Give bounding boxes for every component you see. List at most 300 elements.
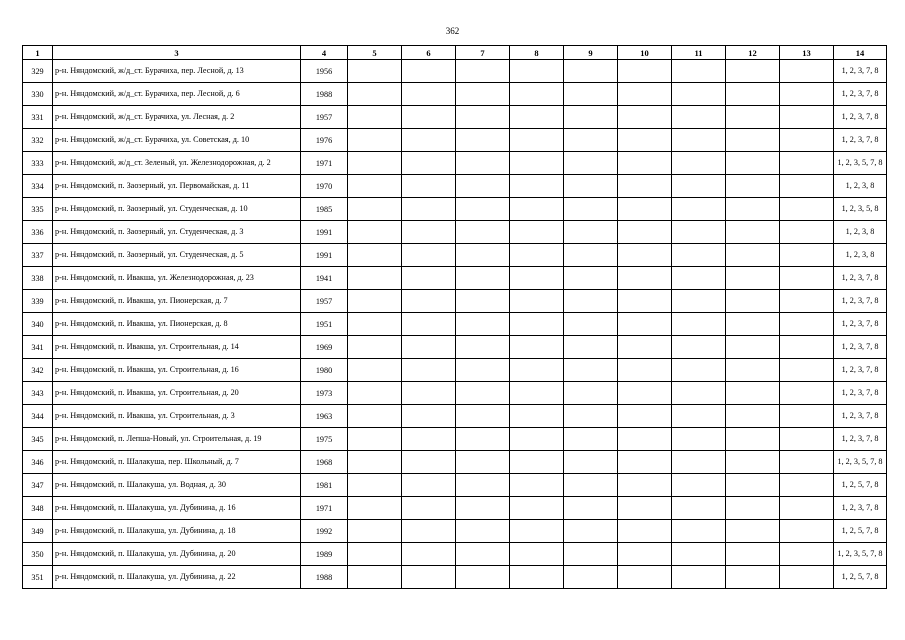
empty-cell [780, 129, 834, 152]
empty-cell [618, 267, 672, 290]
empty-cell [456, 543, 510, 566]
year-cell: 1969 [301, 336, 348, 359]
address-cell: р-н. Няндомский, п. Заозерный, ул. Первомайская, д. 11 [53, 175, 301, 198]
empty-cell [510, 451, 564, 474]
year-cell: 1988 [301, 566, 348, 589]
empty-cell [564, 106, 618, 129]
row-number-cell: 351 [23, 566, 53, 589]
table-row [23, 290, 887, 313]
address-cell: р-н. Няндомский, п. Ивакша, ул. Строительная, д. 20 [53, 382, 301, 405]
empty-cell [402, 106, 456, 129]
empty-cell [456, 152, 510, 175]
row-number-cell: 336 [23, 221, 53, 244]
empty-cell [510, 520, 564, 543]
table-row [23, 359, 887, 382]
codes-cell: 1, 2, 3, 7, 8 [834, 336, 887, 359]
empty-cell [618, 129, 672, 152]
empty-cell [402, 175, 456, 198]
empty-cell [672, 244, 726, 267]
empty-cell [726, 244, 780, 267]
codes-cell: 1, 2, 3, 5, 7, 8 [834, 543, 887, 566]
empty-cell [618, 359, 672, 382]
row-number-cell: 329 [23, 60, 53, 83]
empty-cell [618, 382, 672, 405]
empty-cell [510, 474, 564, 497]
column-header: 8 [510, 46, 564, 60]
row-number-cell: 335 [23, 198, 53, 221]
empty-cell [726, 359, 780, 382]
empty-cell [348, 474, 402, 497]
empty-cell [510, 198, 564, 221]
empty-cell [348, 60, 402, 83]
empty-cell [726, 267, 780, 290]
empty-cell [780, 336, 834, 359]
empty-cell [510, 497, 564, 520]
codes-cell: 1, 2, 3, 5, 7, 8 [834, 451, 887, 474]
table-row [23, 152, 887, 175]
empty-cell [510, 175, 564, 198]
empty-cell [618, 566, 672, 589]
row-number-cell: 338 [23, 267, 53, 290]
empty-cell [510, 382, 564, 405]
year-cell: 1976 [301, 129, 348, 152]
year-cell: 1971 [301, 497, 348, 520]
empty-cell [402, 359, 456, 382]
year-cell: 1971 [301, 152, 348, 175]
column-header: 10 [618, 46, 672, 60]
address-cell: р-н. Няндомский, ж/д_ст. Бурачиха, ул. Советская, д. 10 [53, 129, 301, 152]
empty-cell [726, 313, 780, 336]
empty-cell [564, 543, 618, 566]
column-header: 3 [53, 46, 301, 60]
row-number-cell: 347 [23, 474, 53, 497]
empty-cell [780, 543, 834, 566]
empty-cell [510, 129, 564, 152]
empty-cell [564, 474, 618, 497]
empty-cell [402, 428, 456, 451]
empty-cell [780, 566, 834, 589]
page-number: 362 [445, 26, 460, 36]
empty-cell [564, 198, 618, 221]
row-number-cell: 349 [23, 520, 53, 543]
empty-cell [780, 198, 834, 221]
empty-cell [672, 313, 726, 336]
address-cell: р-н. Няндомский, п. Ивакша, ул. Пионерская, д. 8 [53, 313, 301, 336]
row-number-cell: 344 [23, 405, 53, 428]
table-header-row [23, 46, 887, 60]
address-cell: р-н. Няндомский, п. Лепша-Новый, ул. Строительная, д. 19 [53, 428, 301, 451]
year-cell: 1981 [301, 474, 348, 497]
column-header: 6 [402, 46, 456, 60]
year-cell: 1985 [301, 198, 348, 221]
address-cell: р-н. Няндомский, п. Шалакуша, ул. Дубинина, д. 18 [53, 520, 301, 543]
empty-cell [780, 382, 834, 405]
empty-cell [564, 152, 618, 175]
empty-cell [726, 520, 780, 543]
empty-cell [402, 83, 456, 106]
column-header: 14 [834, 46, 887, 60]
empty-cell [510, 336, 564, 359]
empty-cell [672, 267, 726, 290]
empty-cell [780, 359, 834, 382]
empty-cell [510, 313, 564, 336]
empty-cell [510, 290, 564, 313]
empty-cell [510, 359, 564, 382]
codes-cell: 1, 2, 3, 7, 8 [834, 359, 887, 382]
empty-cell [672, 428, 726, 451]
empty-cell [672, 198, 726, 221]
empty-cell [618, 428, 672, 451]
year-cell: 1957 [301, 290, 348, 313]
address-cell: р-н. Няндомский, п. Ивакша, ул. Железнодорожная, д. 23 [53, 267, 301, 290]
column-header: 12 [726, 46, 780, 60]
empty-cell [726, 405, 780, 428]
empty-cell [402, 520, 456, 543]
empty-cell [564, 451, 618, 474]
empty-cell [456, 221, 510, 244]
empty-cell [618, 152, 672, 175]
table-row [23, 520, 887, 543]
table-row [23, 474, 887, 497]
empty-cell [348, 198, 402, 221]
table-row [23, 543, 887, 566]
year-cell: 1973 [301, 382, 348, 405]
empty-cell [348, 520, 402, 543]
codes-cell: 1, 2, 3, 7, 8 [834, 83, 887, 106]
empty-cell [456, 566, 510, 589]
year-cell: 1991 [301, 244, 348, 267]
empty-cell [726, 497, 780, 520]
address-cell: р-н. Няндомский, п. Ивакша, ул. Пионерская, д. 7 [53, 290, 301, 313]
column-header: 13 [780, 46, 834, 60]
codes-cell: 1, 2, 3, 8 [834, 175, 887, 198]
empty-cell [672, 520, 726, 543]
table-row [23, 175, 887, 198]
empty-cell [348, 382, 402, 405]
column-header: 9 [564, 46, 618, 60]
empty-cell [726, 543, 780, 566]
table-row [23, 566, 887, 589]
empty-cell [780, 474, 834, 497]
codes-cell: 1, 2, 3, 7, 8 [834, 382, 887, 405]
table-row [23, 451, 887, 474]
empty-cell [726, 60, 780, 83]
row-number-cell: 337 [23, 244, 53, 267]
empty-cell [672, 543, 726, 566]
empty-cell [402, 267, 456, 290]
empty-cell [348, 451, 402, 474]
empty-cell [348, 566, 402, 589]
empty-cell [348, 336, 402, 359]
table-row [23, 267, 887, 290]
column-header: 7 [456, 46, 510, 60]
column-header: 5 [348, 46, 402, 60]
empty-cell [672, 382, 726, 405]
empty-cell [456, 474, 510, 497]
empty-cell [726, 221, 780, 244]
codes-cell: 1, 2, 3, 7, 8 [834, 313, 887, 336]
empty-cell [780, 60, 834, 83]
empty-cell [348, 175, 402, 198]
empty-cell [618, 198, 672, 221]
row-number-cell: 330 [23, 83, 53, 106]
empty-cell [510, 428, 564, 451]
empty-cell [510, 221, 564, 244]
empty-cell [456, 313, 510, 336]
row-number-cell: 342 [23, 359, 53, 382]
empty-cell [780, 520, 834, 543]
empty-cell [672, 175, 726, 198]
codes-cell: 1, 2, 5, 7, 8 [834, 566, 887, 589]
address-cell: р-н. Няндомский, п. Шалакуша, ул. Водная, д. 30 [53, 474, 301, 497]
empty-cell [780, 313, 834, 336]
address-cell: р-н. Няндомский, п. Заозерный, ул. Студенческая, д. 3 [53, 221, 301, 244]
empty-cell [456, 60, 510, 83]
empty-cell [348, 221, 402, 244]
empty-cell [456, 520, 510, 543]
year-cell: 1957 [301, 106, 348, 129]
empty-cell [456, 497, 510, 520]
codes-cell: 1, 2, 3, 8 [834, 221, 887, 244]
table-row [23, 313, 887, 336]
codes-cell: 1, 2, 3, 5, 8 [834, 198, 887, 221]
row-number-cell: 345 [23, 428, 53, 451]
year-cell: 1951 [301, 313, 348, 336]
empty-cell [402, 336, 456, 359]
empty-cell [564, 175, 618, 198]
empty-cell [726, 428, 780, 451]
empty-cell [726, 474, 780, 497]
codes-cell: 1, 2, 5, 7, 8 [834, 520, 887, 543]
empty-cell [618, 405, 672, 428]
empty-cell [456, 83, 510, 106]
empty-cell [672, 359, 726, 382]
year-cell: 1975 [301, 428, 348, 451]
empty-cell [564, 313, 618, 336]
year-cell: 1980 [301, 359, 348, 382]
empty-cell [564, 520, 618, 543]
empty-cell [456, 359, 510, 382]
empty-cell [348, 267, 402, 290]
empty-cell [618, 83, 672, 106]
empty-cell [780, 290, 834, 313]
empty-cell [564, 566, 618, 589]
empty-cell [510, 152, 564, 175]
empty-cell [672, 129, 726, 152]
empty-cell [348, 244, 402, 267]
table-row [23, 60, 887, 83]
empty-cell [456, 336, 510, 359]
empty-cell [672, 152, 726, 175]
empty-cell [618, 474, 672, 497]
empty-cell [672, 221, 726, 244]
table-row [23, 497, 887, 520]
address-cell: р-н. Няндомский, ж/д_ст. Бурачиха, пер. Лесной, д. 13 [53, 60, 301, 83]
empty-cell [402, 474, 456, 497]
table-row [23, 106, 887, 129]
empty-cell [402, 497, 456, 520]
empty-cell [456, 129, 510, 152]
year-cell: 1992 [301, 520, 348, 543]
empty-cell [780, 267, 834, 290]
codes-cell: 1, 2, 3, 8 [834, 244, 887, 267]
empty-cell [726, 566, 780, 589]
empty-cell [672, 106, 726, 129]
empty-cell [618, 106, 672, 129]
codes-cell: 1, 2, 3, 7, 8 [834, 106, 887, 129]
row-number-cell: 341 [23, 336, 53, 359]
empty-cell [672, 60, 726, 83]
empty-cell [456, 428, 510, 451]
table-row [23, 221, 887, 244]
year-cell: 1970 [301, 175, 348, 198]
empty-cell [672, 405, 726, 428]
empty-cell [618, 244, 672, 267]
column-header: 4 [301, 46, 348, 60]
empty-cell [726, 175, 780, 198]
year-cell: 1941 [301, 267, 348, 290]
address-cell: р-н. Няндомский, п. Ивакша, ул. Строительная, д. 3 [53, 405, 301, 428]
empty-cell [726, 451, 780, 474]
codes-cell: 1, 2, 3, 7, 8 [834, 405, 887, 428]
table-row [23, 336, 887, 359]
address-cell: р-н. Няндомский, п. Шалакуша, ул. Дубинина, д. 16 [53, 497, 301, 520]
empty-cell [510, 83, 564, 106]
row-number-cell: 348 [23, 497, 53, 520]
empty-cell [672, 474, 726, 497]
empty-cell [564, 129, 618, 152]
empty-cell [564, 244, 618, 267]
empty-cell [672, 451, 726, 474]
empty-cell [672, 566, 726, 589]
year-cell: 1988 [301, 83, 348, 106]
row-number-cell: 346 [23, 451, 53, 474]
year-cell: 1963 [301, 405, 348, 428]
row-number-cell: 331 [23, 106, 53, 129]
empty-cell [402, 382, 456, 405]
column-header: 11 [672, 46, 726, 60]
empty-cell [780, 244, 834, 267]
empty-cell [564, 290, 618, 313]
table-row [23, 129, 887, 152]
empty-cell [348, 405, 402, 428]
empty-cell [348, 359, 402, 382]
empty-cell [348, 428, 402, 451]
table-row [23, 382, 887, 405]
empty-cell [564, 267, 618, 290]
empty-cell [564, 336, 618, 359]
empty-cell [348, 106, 402, 129]
year-cell: 1991 [301, 221, 348, 244]
codes-cell: 1, 2, 3, 7, 8 [834, 129, 887, 152]
row-number-cell: 332 [23, 129, 53, 152]
table-row [23, 83, 887, 106]
empty-cell [348, 497, 402, 520]
empty-cell [618, 543, 672, 566]
codes-cell: 1, 2, 3, 7, 8 [834, 497, 887, 520]
empty-cell [780, 405, 834, 428]
row-number-cell: 343 [23, 382, 53, 405]
empty-cell [618, 520, 672, 543]
empty-cell [780, 83, 834, 106]
empty-cell [672, 83, 726, 106]
empty-cell [402, 221, 456, 244]
empty-cell [402, 152, 456, 175]
empty-cell [348, 313, 402, 336]
empty-cell [348, 152, 402, 175]
empty-cell [456, 267, 510, 290]
codes-cell: 1, 2, 3, 7, 8 [834, 290, 887, 313]
codes-cell: 1, 2, 3, 7, 8 [834, 428, 887, 451]
empty-cell [780, 497, 834, 520]
empty-cell [348, 290, 402, 313]
empty-cell [456, 244, 510, 267]
address-cell: р-н. Няндомский, п. Заозерный, ул. Студенческая, д. 5 [53, 244, 301, 267]
address-cell: р-н. Няндомский, п. Ивакша, ул. Строительная, д. 16 [53, 359, 301, 382]
codes-cell: 1, 2, 3, 7, 8 [834, 267, 887, 290]
empty-cell [618, 60, 672, 83]
address-cell: р-н. Няндомский, ж/д_ст. Бурачиха, пер. Лесной, д. 6 [53, 83, 301, 106]
empty-cell [780, 451, 834, 474]
empty-cell [726, 290, 780, 313]
empty-cell [726, 83, 780, 106]
empty-cell [780, 152, 834, 175]
empty-cell [348, 129, 402, 152]
address-cell: р-н. Няндомский, п. Шалакуша, ул. Дубинина, д. 22 [53, 566, 301, 589]
row-number-cell: 339 [23, 290, 53, 313]
empty-cell [402, 543, 456, 566]
empty-cell [402, 313, 456, 336]
empty-cell [456, 405, 510, 428]
empty-cell [402, 451, 456, 474]
empty-cell [564, 382, 618, 405]
empty-cell [564, 497, 618, 520]
row-number-cell: 350 [23, 543, 53, 566]
codes-cell: 1, 2, 3, 7, 8 [834, 60, 887, 83]
year-cell: 1956 [301, 60, 348, 83]
empty-cell [402, 290, 456, 313]
empty-cell [618, 175, 672, 198]
address-cell: р-н. Няндомский, п. Шалакуша, ул. Дубинина, д. 20 [53, 543, 301, 566]
empty-cell [780, 175, 834, 198]
codes-cell: 1, 2, 5, 7, 8 [834, 474, 887, 497]
table-row [23, 405, 887, 428]
housing-register-table [22, 45, 887, 589]
empty-cell [726, 198, 780, 221]
empty-cell [564, 83, 618, 106]
empty-cell [672, 497, 726, 520]
address-cell: р-н. Няндомский, п. Шалакуша, пер. Школьный, д. 7 [53, 451, 301, 474]
table-row [23, 198, 887, 221]
empty-cell [456, 290, 510, 313]
empty-cell [510, 405, 564, 428]
table-row [23, 244, 887, 267]
empty-cell [456, 451, 510, 474]
table-body [23, 60, 887, 589]
empty-cell [456, 198, 510, 221]
empty-cell [672, 290, 726, 313]
empty-cell [456, 382, 510, 405]
empty-cell [510, 543, 564, 566]
empty-cell [618, 221, 672, 244]
empty-cell [510, 244, 564, 267]
empty-cell [726, 382, 780, 405]
address-cell: р-н. Няндомский, ж/д_ст. Бурачиха, ул. Лесная, д. 2 [53, 106, 301, 129]
empty-cell [564, 359, 618, 382]
empty-cell [510, 566, 564, 589]
column-header: 1 [23, 46, 53, 60]
empty-cell [510, 60, 564, 83]
